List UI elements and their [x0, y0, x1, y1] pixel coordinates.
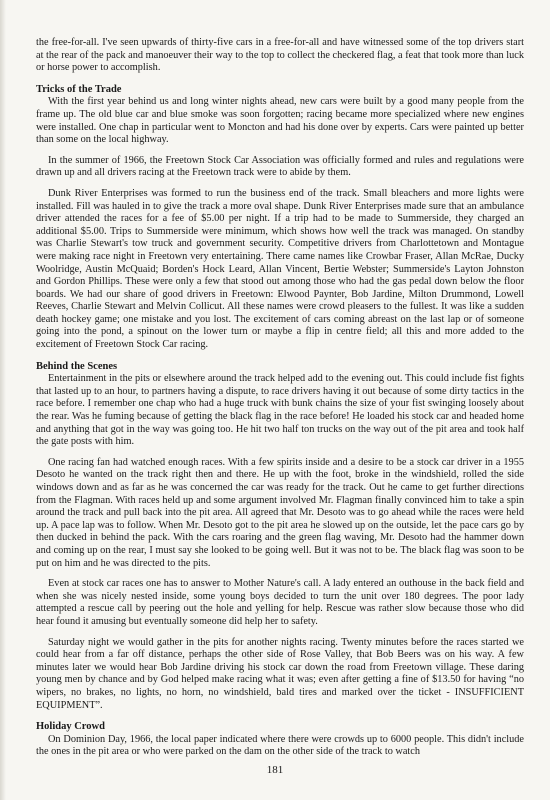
paragraph: Entertainment in the pits or elsewhere around the track helped add to the evening out. This could include fist fights that lasted up to an hour, to partners having a dispute, to race drivers having it out because of some dirty tactics in the race before. I remember one chap who had a huge truck with bunk chains the size of your fist swinging loosely about the rear. Was he fuming because of getting the black flag in the race before! He loaded his stock car and headed home and anything that got in the way was going too. He hit two half ton trucks on the way out of the pit area and took half the gate posts with him. — [36, 373, 524, 448]
heading-tricks-of-the-trade: Tricks of the Trade — [36, 83, 122, 95]
paragraph: Saturday night we would gather in the pits for another nights racing. Twenty minutes before the races started we could hear from a far off distance, perhaps the other side of Rose Valley, that Bob Beers was on his way. A few minutes later we would hear Bob Jardine driving his stock car down the road from Freetown village. These daring young men by chance and by God helped make racing what it was; even after getting a fine of $13.50 for having “no wipers, no brakes, no lights, no horn, no windshield, bald tires and marked over the ticket - INSUFFICIENT EQUIPMENT”. — [36, 636, 524, 711]
paragraph: Even at stock car races one has to answer to Mother Nature's call. A lady entered an outhouse in the back field and when she was nicely nested inside, some young boys decided to turn the unit over 180 degrees. The poor lady attempted a rescue call by peering out the hole and yelling for help. Rescue was rather slow because those who did hear found it amusing but eventually someone did help her to safety. — [36, 578, 524, 627]
paragraph: In the summer of 1966, the Freetown Stock Car Association was officially formed and rules and regulations were drawn up and all drivers racing at the Freetown track were to abide by them. — [36, 154, 524, 179]
paragraph: On Dominion Day, 1966, the local paper indicated where there were crowds up to 6000 people. This didn't include the ones in the pit area or who were parked on the dam on the other side of the track to watch — [36, 733, 524, 758]
paragraph: With the first year behind us and long winter nights ahead, new cars were built by a good many people from the frame up. The old blue car and blue smoke was soon forgotten; racing became more specialized where new engines were installed. One chap in particular went to Moncton and had his done over by experts. Cars were painted up better than some on the local highway. — [36, 96, 524, 146]
opening-paragraph: the free-for-all. I've seen upwards of thirty-five cars in a free-for-all and have witnessed some of the top drivers start at the rear of the pack and manoeuver their way to the top to collect the checkered flag, a feat that took more than luck or horse power to accomplish. — [36, 37, 524, 74]
paragraph: One racing fan had watched enough races. With a few spirits inside and a desire to be a stock car driver in a 1955 Desoto he wanted on the track right then and there. He up with the foot, broke in the windshield, rolled the side windows down and as far as he was concerned the car was ready for the track. Out he came to get further directions from the Flagman. With races held up and some argument involved Mr. Flagman finally convinced him to take a spin around the track and pull back into the pit area. All agreed that Mr. Desoto was to go ahead while the races were held up. A pace lap was to follow. When Mr. Desoto got to the pit area he slowed up on the outside, let the pace cars go by then ducked in behind the pack. With the cars roaring and the green flag waving, Mr. Desoto had the hammer down and coming up on the rear, I must say she looked to be going well. But it was not to be. The black flag was soon to be put on him and he was directed to the pits. — [36, 456, 524, 569]
paragraph: Dunk River Enterprises was formed to run the business end of the track. Small bleachers and more lights were installed. Fill was hauled in to give the track a more oval shape. Dunk River Enterprises made sure that an ambulance driver attended the races for a fee of $5.00 per night. If a trip had to be made to Summerside, they charged an additional $5.00. Trips to Summerside were minimum, which shows how well the track was managed. On standby was Charlie Stewart's tow truck and government security. Competitive drivers from Charlottetown and Montague were making race night in Freetown very entertaining. There came names like Crowbar Fraser, Allan McRae, Ducky Woolridge, Austin McQuaid; Borden's Hock Leard, Allan Vincent, Bertie Webster; Summerside's Layton Johnston and Gordon Phillips. These were only a few that stood out among those who had the gas pedal down below the floor boards. We had our share of good drivers in Freetown: Elwood Paynter, Bob Jardine, Milton Drummond, Lowell Reeves, Charlie Stewart and Melvin Collicut. All these names were crowd pleasers to the fullest. It was like a sudden death hockey game; one mistake and you lost. The excitement of cars coming abreast on the last lap or of someone going into the pond, a spinout on the lower turn or maybe a flip in centre field; all this and more added to the excitement of Freetown Stock Car racing. — [36, 187, 524, 351]
heading-holiday-crowd: Holiday Crowd — [36, 721, 105, 733]
heading-behind-the-scenes: Behind the Scenes — [36, 360, 118, 372]
page-number: 181 — [266, 764, 284, 776]
